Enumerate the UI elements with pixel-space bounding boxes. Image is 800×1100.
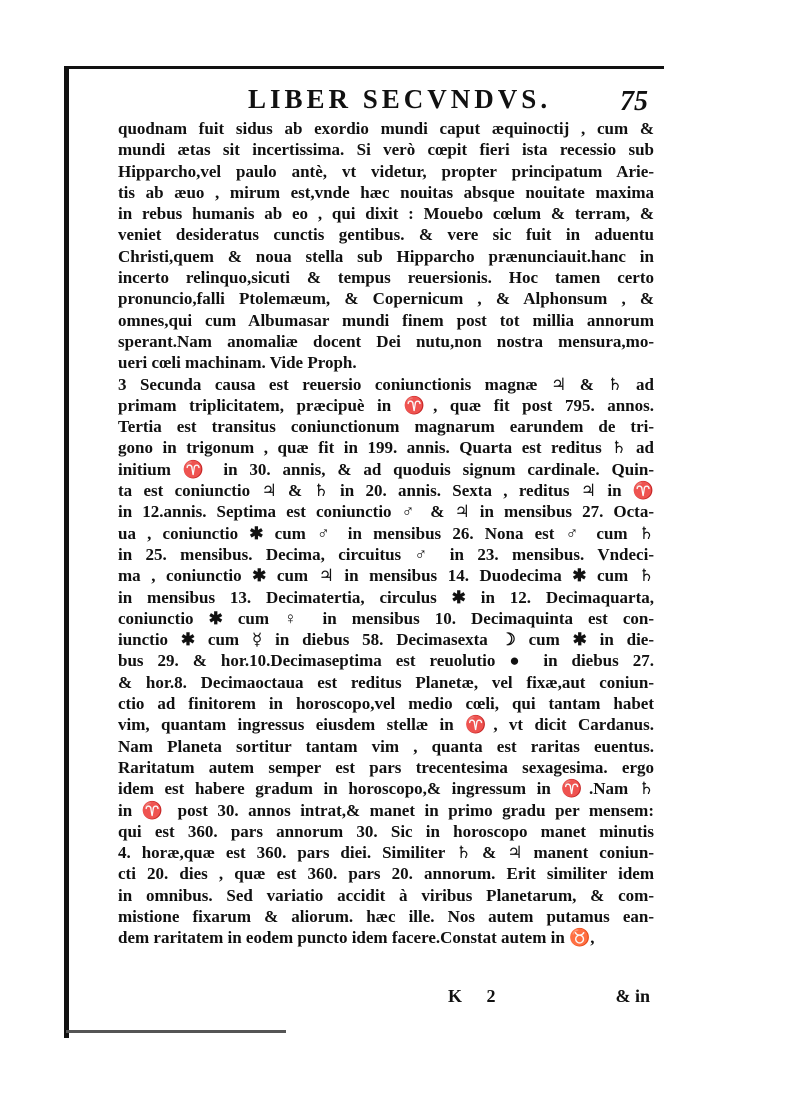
text-line: omnes,qui cum Albumasar mundi finem post tot millia annorum	[118, 310, 654, 330]
text-line: initium ♈ in 30. annis, & ad quoduis signum cardinale. Quin-	[118, 459, 654, 479]
text-line: dem raritatem in eodem puncto idem facere.Constat autem in ♉,	[118, 928, 595, 948]
text-line: iunctio ✱ cum ☿ in diebus 58. Decimasexta ☽ cum ✱ in die-	[118, 630, 654, 650]
page-border-top	[66, 66, 664, 69]
page-border-bottom	[66, 1030, 286, 1033]
text-line: gono in trigonum , quæ fit in 199. annis. Quarta est reditus ♄ ad	[118, 438, 654, 458]
text-line: ma , coniunctio ✱ cum ♃ in mensibus 14. Duodecima ✱ cum ♄	[118, 566, 654, 586]
page-border-left	[64, 66, 69, 1038]
catchword: & in	[615, 986, 650, 1006]
text-line: in 12.annis. Septima est coniunctio ♂ & ♃ in mensibus 27. Octa-	[118, 502, 654, 522]
text-line: in ♈ post 30. annos intrat,& manet in primo gradu per mensem:	[118, 800, 654, 820]
text-line: mistione fixarum & aliorum. hæc ille. Nos autem putamus ean-	[118, 906, 654, 926]
text-line: incerto relinquo,sicuti & tempus reuersionis. Hoc tamen certo	[118, 268, 654, 288]
text-line: veniet desideratus cunctis gentibus. & vere sic fuit in aduentu	[118, 225, 654, 245]
page-footer	[118, 986, 654, 1012]
text-line: ta est coniunctio ♃ & ♄ in 20. annis. Sexta , reditus ♃ in ♈	[118, 481, 654, 501]
text-line: tis ab æuo , mirum est,vnde hæc nouitas absque nouitate maxima	[118, 182, 654, 202]
signature-mark: K 2	[448, 986, 506, 1006]
text-line: primam triplicitatem, præcipuè in ♈, quæ fit post 795. annos.	[118, 395, 654, 415]
text-line: idem est habere gradum in horoscopo,& ingressum in ♈.Nam ♄	[118, 779, 654, 799]
text-line: coniunctio ✱ cum ♀ in mensibus 10. Decimaquinta est con-	[118, 608, 654, 628]
text-line: in 25. mensibus. Decima, circuitus ♂ in 23. mensibus. Vndeci-	[118, 544, 654, 564]
text-line: sperant.Nam anomaliæ docent Dei nutu,non nostra mensura,mo-	[118, 331, 654, 351]
text-line: qui est 360. pars annorum 30. Sic in horoscopo manet minutis	[118, 821, 654, 841]
text-line: in rebus humanis ab eo , qui dixit : Mouebo cœlum & terram, &	[118, 204, 654, 224]
text-line: 3 Secunda causa est reuersio coniunctionis magnæ ♃ & ♄ ad	[118, 374, 654, 394]
text-line: Raritatum autem semper est pars trecentesima sexagesima. ergo	[118, 757, 654, 777]
text-line: ua , coniunctio ✱ cum ♂ in mensibus 26. Nona est ♂ cum ♄	[118, 523, 654, 543]
text-line: ueri cœli machinam. Vide Proph.	[118, 353, 357, 373]
text-line: Hipparcho,vel paulo antè, vt videtur, propter principatum Arie-	[118, 161, 654, 181]
text-line: ctio ad finitorem in horoscopo,vel medio cœli, qui tantam habet	[118, 694, 654, 714]
text-line: Tertia est transitus coniunctionum magnarum earundem de tri-	[118, 417, 654, 437]
text-line: in omnibus. Sed variatio accidit à viribus Planetarum, & com-	[118, 885, 654, 905]
text-line: cti 20. dies , quæ est 360. pars 20. annorum. Erit similiter idem	[118, 864, 654, 884]
running-title: LIBER SECVNDVS.	[248, 84, 552, 114]
text-line: in mensibus 13. Decimatertia, circulus ✱ in 12. Decimaquarta,	[118, 587, 654, 607]
text-line: pronuncio,falli Ptolemæum, & Copernicum , & Alphonsum , &	[118, 289, 654, 309]
text-line: & hor.8. Decimaoctaua est reditus Planetæ, vel fixæ,aut coniun-	[118, 672, 654, 692]
text-line: vim, quantam ingressus eiusdem stellæ in ♈, vt dicit Cardanus.	[118, 715, 654, 735]
text-line: Christi,quem & noua stella sub Hipparcho prænunciauit.hanc in	[118, 246, 654, 266]
text-line: mundi ætas sit incertissima. Si verò cœpit fieri ista recessio sub	[118, 140, 654, 160]
text-line: 4. horæ,quæ est 360. pars diei. Similiter ♄ & ♃ manent coniun-	[118, 843, 654, 863]
text-line: Nam Planeta sortitur tantam vim , quanta est raritas euentus.	[118, 736, 654, 756]
text-line: bus 29. & hor.10.Decimaseptima est reuolutio ● in diebus 27.	[118, 651, 654, 671]
text-line: quodnam fuit sidus ab exordio mundi caput æquinoctij , cum &	[118, 119, 654, 138]
page-number: 75	[620, 86, 648, 117]
body-text	[118, 118, 654, 949]
